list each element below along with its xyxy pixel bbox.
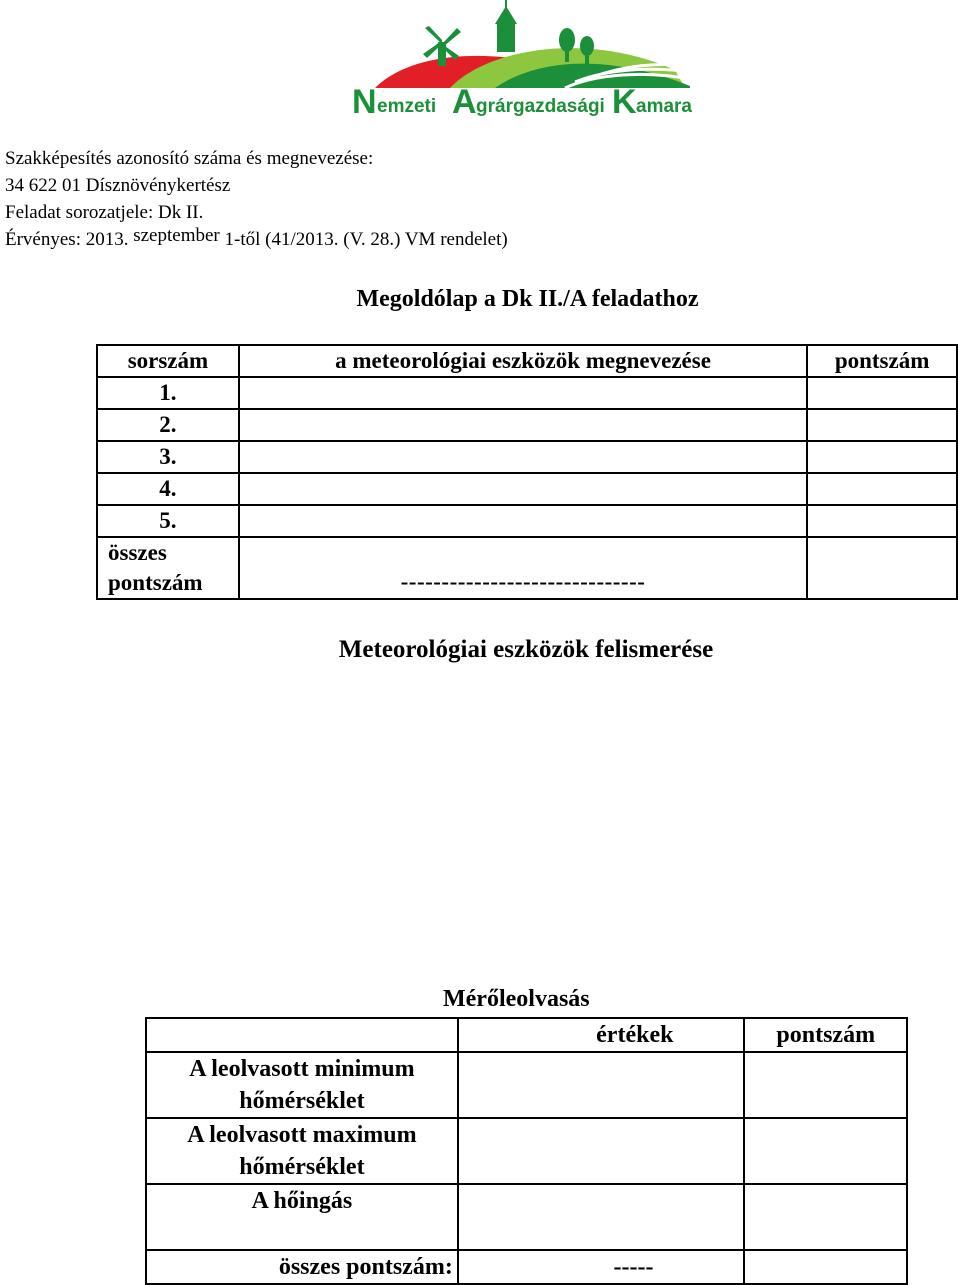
total-dashes: ----- bbox=[458, 1250, 745, 1284]
total-score-cell[interactable] bbox=[807, 537, 957, 599]
header-values: értékek bbox=[458, 1018, 745, 1052]
logo-letter-a: A bbox=[452, 83, 477, 121]
church-icon bbox=[495, 0, 517, 52]
reading-value-cell[interactable] bbox=[458, 1118, 745, 1184]
header-sorszam: sorszám bbox=[97, 345, 239, 377]
reading-label-cell bbox=[146, 1184, 458, 1250]
row-number: 3. bbox=[97, 441, 239, 473]
total-label-cell bbox=[97, 537, 239, 599]
reading-value-cell[interactable] bbox=[458, 1184, 745, 1250]
meter-reading-table bbox=[145, 1017, 908, 1285]
total-label: összes pontszám: bbox=[146, 1250, 458, 1284]
meter-reading-caption: Mérőleolvasás bbox=[443, 986, 590, 1012]
table-row bbox=[146, 1118, 907, 1184]
reading-label-line1: A hőingás bbox=[251, 1188, 353, 1214]
reading-label-cell bbox=[146, 1118, 458, 1184]
header-empty bbox=[146, 1018, 458, 1052]
task-series: Feladat sorozatjele: Dk II. bbox=[5, 202, 204, 223]
section-title: Meteorológiai eszközök felismerése bbox=[338, 636, 714, 663]
logo-word-agrargazdasagi: grárgazdasági bbox=[476, 96, 605, 117]
row-number: 2. bbox=[97, 409, 239, 441]
logo-letter-n: N bbox=[352, 83, 377, 121]
score-cell[interactable] bbox=[807, 441, 957, 473]
qualification-label: Szakképesítés azonosító száma és megnevezése: bbox=[5, 148, 374, 169]
logo-letter-k: K bbox=[612, 83, 637, 121]
logo-word-kamara: amara bbox=[636, 96, 692, 117]
row-number: 4. bbox=[97, 473, 239, 505]
logo-wordmark bbox=[350, 84, 700, 120]
reading-value-cell[interactable] bbox=[458, 1052, 745, 1118]
validity-month: szeptember bbox=[133, 225, 220, 246]
validity-line bbox=[5, 226, 508, 253]
reading-score-cell[interactable] bbox=[744, 1052, 907, 1118]
score-cell[interactable] bbox=[807, 505, 957, 537]
reading-label-line1: A leolvasott maximum bbox=[187, 1122, 417, 1148]
table-header-row bbox=[97, 345, 957, 377]
validity-rest: 1-től (41/2013. (V. 28.) VM rendelet) bbox=[224, 229, 508, 250]
total-label-line1: összes bbox=[108, 540, 167, 565]
header-pontszam: pontszám bbox=[807, 345, 957, 377]
instrument-name-cell[interactable] bbox=[239, 377, 807, 409]
reading-score-cell[interactable] bbox=[744, 1118, 907, 1184]
instrument-name-cell[interactable] bbox=[239, 441, 807, 473]
table-row bbox=[97, 377, 957, 409]
reading-score-cell[interactable] bbox=[744, 1184, 907, 1250]
table-row bbox=[146, 1184, 907, 1250]
instrument-name-cell[interactable] bbox=[239, 409, 807, 441]
validity-year: Érvényes: 2013. bbox=[5, 229, 129, 250]
header-score: pontszám bbox=[744, 1018, 907, 1052]
instrument-table bbox=[96, 344, 958, 600]
score-cell[interactable] bbox=[807, 473, 957, 505]
total-dashes-cell bbox=[239, 537, 807, 599]
instrument-name-cell[interactable] bbox=[239, 473, 807, 505]
reading-label-line2: hőmérséklet bbox=[239, 1154, 365, 1180]
total-dashes: ------------------------------ bbox=[400, 569, 646, 594]
row-number: 5. bbox=[97, 505, 239, 537]
logo-word-nemzeti: emzeti bbox=[377, 96, 437, 117]
reading-label-line1: A leolvasott minimum bbox=[189, 1056, 415, 1082]
table-row bbox=[97, 409, 957, 441]
sheet-title: Megoldólap a Dk II./A feladathoz bbox=[356, 286, 699, 312]
table-row bbox=[146, 1052, 907, 1118]
score-cell[interactable] bbox=[807, 409, 957, 441]
table-row bbox=[97, 505, 957, 537]
score-cell[interactable] bbox=[807, 377, 957, 409]
header-instrument-name: a meteorológiai eszközök megnevezése bbox=[239, 345, 807, 377]
reading-label-cell bbox=[146, 1052, 458, 1118]
instrument-name-cell[interactable] bbox=[239, 505, 807, 537]
total-row bbox=[97, 537, 957, 599]
row-number: 1. bbox=[97, 377, 239, 409]
table-row bbox=[97, 473, 957, 505]
reading-label-line2: hőmérséklet bbox=[239, 1088, 365, 1114]
qualification-name: 34 622 01 Dísznövénykertész bbox=[5, 175, 231, 196]
total-label-line2: pontszám bbox=[108, 570, 203, 595]
table-row bbox=[97, 441, 957, 473]
table-header-row bbox=[146, 1018, 907, 1052]
